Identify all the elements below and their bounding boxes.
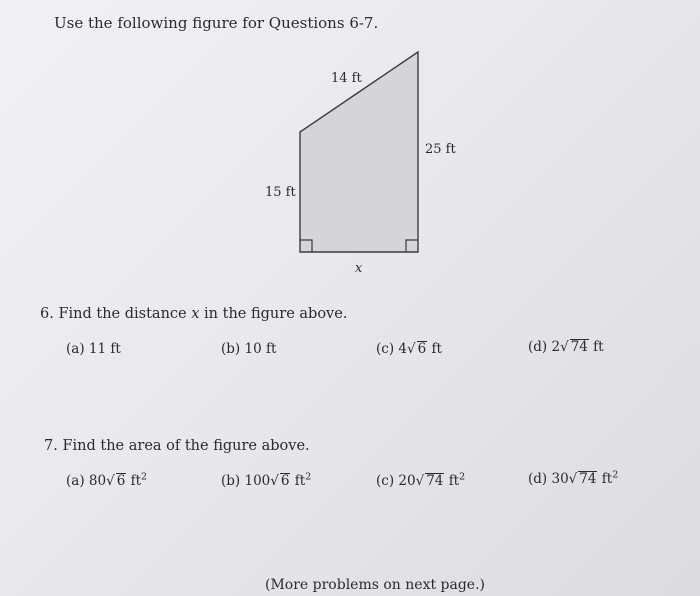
choice-coefficient: 4 [398,341,407,357]
choice-coefficient: 2 [551,339,561,355]
choice-coefficient: 80 [88,473,107,489]
choice-unit: ft [593,339,604,355]
choice-letter: (a) [66,473,85,489]
q6-choice-a[interactable] [66,341,121,357]
intro-text: Use the following figure for Questions 6-7. [54,14,379,32]
question-7 [44,438,310,454]
q7-choice-b[interactable] [221,473,311,489]
choice-unit: ft [431,341,442,357]
choice-coefficient: 30 [551,471,569,487]
choice-radicand: 74 [579,471,597,487]
choice-letter: (d) [528,339,548,355]
choice-coefficient: 100 [244,473,271,489]
choice-radicand: 6 [116,473,126,489]
footer-note: (More problems on next page.) [265,577,486,593]
choice-radicand: 74 [426,473,444,489]
choice-unit: ft [130,473,141,489]
trapezoid-figure [255,50,465,275]
choice-radicand: 74 [570,339,588,355]
choice-letter: (a) [66,341,85,357]
radical-sign: √ [407,341,416,357]
choice-letter: (b) [221,341,241,357]
q7-choice-c[interactable] [376,473,465,489]
question-text: Find the area of the figure above. [62,438,310,454]
choice-coefficient: 20 [398,473,416,489]
choice-letter: (c) [376,341,395,357]
radical-sign: √ [270,473,279,489]
choice-letter: (d) [528,471,548,487]
choice-radicand: 6 [280,473,290,489]
q6-choice-c[interactable] [376,341,442,357]
q7-choice-d[interactable] [528,471,618,487]
choice-exponent: 2 [141,471,148,483]
choice-letter: (b) [221,473,241,489]
question-variable: x [191,306,200,322]
choice-unit: ft [294,473,306,489]
question-6 [40,306,347,322]
question-number: 6. [40,306,54,322]
radical-sign: √ [106,473,115,489]
choice-unit: ft [601,471,613,487]
label-right-side: 25 ft [425,142,456,157]
question-number: 7. [44,438,58,454]
label-left-side: 15 ft [265,185,296,200]
choice-unit: ft [448,473,460,489]
q6-choice-b[interactable] [221,341,276,357]
question-text: Find the distance [58,306,187,322]
choice-value: 10 ft [244,341,277,357]
radical-sign: √ [560,339,569,355]
choice-value: 11 ft [88,341,121,357]
label-top-side: 14 ft [331,71,362,86]
choice-exponent: 2 [612,469,619,481]
choice-letter: (c) [376,473,395,489]
choice-radicand: 6 [417,341,427,357]
q7-choice-a[interactable] [66,473,147,489]
label-bottom-side: x [355,261,363,275]
question-text: in the figure above. [204,306,348,322]
choice-exponent: 2 [459,471,466,483]
radical-sign: √ [568,471,578,487]
choice-exponent: 2 [305,471,312,483]
radical-sign: √ [415,473,425,489]
q6-choice-d[interactable] [528,339,604,355]
